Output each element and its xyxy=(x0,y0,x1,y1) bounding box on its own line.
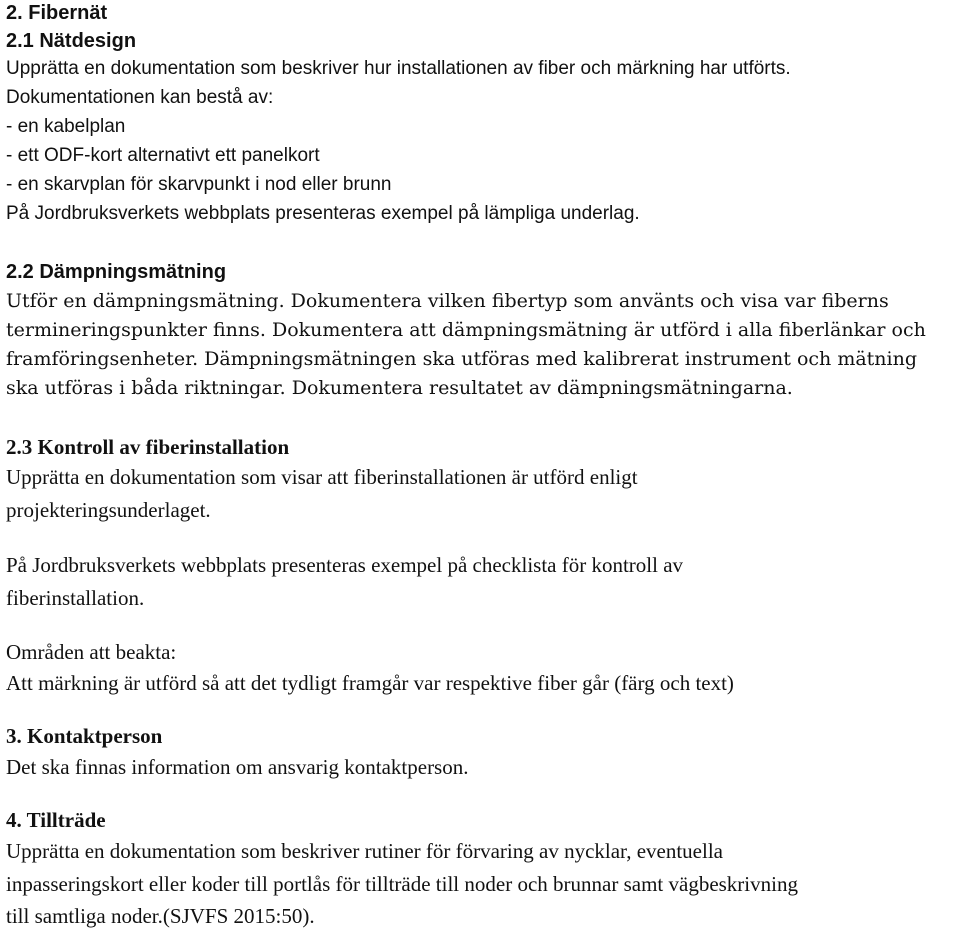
dampning-line-4: ska utföras i båda riktningar. Dokumentera resultatet av dämpningsmätningarna. xyxy=(6,377,793,399)
tilltrade-line-2: inpasseringskort eller koder till portlås för tillträde till noder och brunnar samt vägbeskrivning xyxy=(6,872,798,896)
dampning-line-2: termineringspunkter finns. Dokumentera att dämpningsmätning är utförd i alla fiberlänkar och xyxy=(6,319,926,341)
tilltrade-line-1: Upprätta en dokumentation som beskriver rutiner för förvaring av nycklar, eventuella xyxy=(6,839,723,863)
kontroll-line-5: Områden att beakta: xyxy=(6,640,177,664)
section-heading-tilltrade: 4. Tillträde xyxy=(6,808,106,832)
kontroll-line-1: Upprätta en dokumentation som visar att fiberinstallationen är utförd enligt xyxy=(6,465,638,489)
kontroll-line-4: fiberinstallation. xyxy=(6,586,145,610)
natdesign-line-3: På Jordbruksverkets webbplats presenteras exempel på lämpliga underlag. xyxy=(6,203,640,224)
section-heading-kontroll: 2.3 Kontroll av fiberinstallation xyxy=(6,435,290,459)
section-heading-fibernat: 2. Fibernät xyxy=(6,2,108,24)
natdesign-line-1: Upprätta en dokumentation som beskriver hur installationen av fiber och märkning har utförts. xyxy=(6,58,791,79)
dampning-line-3: framföringsenheter. Dämpningsmätningen ska utföras med kalibrerat instrument och mätning xyxy=(6,348,918,370)
section-heading-kontaktperson: 3. Kontaktperson xyxy=(6,724,163,748)
kontroll-line-3: På Jordbruksverkets webbplats presenteras exempel på checklista för kontroll av xyxy=(6,553,684,577)
kontroll-line-6: Att märkning är utförd så att det tydligt framgår var respektive fiber går (färg och text) xyxy=(6,671,734,695)
section-heading-natdesign: 2.1 Nätdesign xyxy=(6,30,137,52)
kontaktperson-line-1: Det ska finnas information om ansvarig kontaktperson. xyxy=(6,755,469,779)
dampning-line-1: Utför en dämpningsmätning. Dokumentera vilken fibertyp som använts och visa var fiberns xyxy=(6,290,889,312)
section-heading-dampning: 2.2 Dämpningsmätning xyxy=(6,261,227,283)
kontroll-line-2: projekteringsunderlaget. xyxy=(6,498,211,522)
natdesign-list-item-1: - en kabelplan xyxy=(6,116,126,137)
natdesign-line-2: Dokumentationen kan bestå av: xyxy=(6,87,274,108)
tilltrade-line-3: till samtliga noder.(SJVFS 2015:50). xyxy=(6,904,315,928)
natdesign-list-item-2: - ett ODF-kort alternativt ett panelkort xyxy=(6,145,320,166)
natdesign-list-item-3: - en skarvplan för skarvpunkt i nod eller brunn xyxy=(6,174,392,195)
